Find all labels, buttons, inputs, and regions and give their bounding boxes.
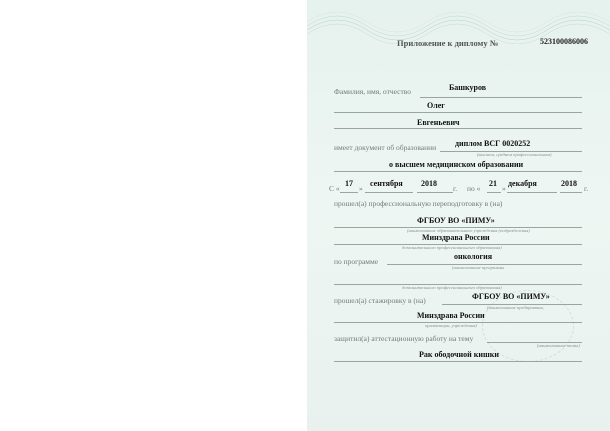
retraining-ministry: Минздрава России	[422, 233, 490, 242]
from-year: 2018	[421, 179, 437, 188]
retraining-institution: ФГБОУ ВО «ПИМУ»	[417, 216, 495, 225]
from-day-line	[340, 192, 358, 193]
period-g-2: г.	[584, 184, 589, 193]
name-value: Олег	[427, 101, 445, 110]
internship-institution: ФГБОУ ВО «ПИМУ»	[472, 292, 550, 301]
from-month: сентября	[370, 179, 403, 188]
diploma-number: 523100086006	[540, 37, 588, 46]
internship-label: прошел(а) стажировку в (на)	[334, 296, 426, 305]
education-label: имеет документ об образовании	[334, 143, 437, 152]
internship-ministry: Минздрава России	[417, 311, 485, 320]
retraining-hint-1: (наименование образовательного учреждения (подразделения)	[407, 228, 530, 233]
from-month-line	[365, 192, 413, 193]
to-year-line	[560, 192, 582, 193]
program-label: по программе	[334, 257, 379, 266]
program-hint-1: (наименование программы	[452, 265, 505, 270]
from-day: 17	[345, 179, 353, 188]
from-year-line	[417, 192, 453, 193]
surname-value: Башкуров	[449, 83, 487, 92]
period-to-prefix: по «	[467, 184, 481, 193]
thesis-line-2	[334, 361, 582, 362]
fio-label: Фамилия, имя, отчество	[334, 87, 411, 96]
retraining-hint-2: дополнительного профессионального образования)	[402, 245, 502, 250]
thesis-hint: (наименование темы)	[537, 343, 580, 348]
internship-hint-1: (наименование предприятия,	[487, 305, 544, 310]
period-g-1: г.	[453, 184, 458, 193]
diploma-appendix-page	[307, 0, 610, 431]
fio-line-3	[334, 128, 582, 129]
to-month: декабря	[508, 179, 537, 188]
retraining-label: прошел(а) профессиональную переподготовку в (на)	[334, 199, 503, 208]
education-level: о высшем медицинском образовании	[389, 160, 524, 169]
education-hint: (высшем, среднем профессиональном)	[477, 152, 552, 157]
patronymic-value: Евгеньевич	[417, 118, 460, 127]
to-month-line	[507, 192, 557, 193]
period-quote-1: »	[359, 184, 363, 193]
fio-line-1	[420, 97, 582, 98]
education-document: диплом ВСГ 0020252	[455, 139, 531, 148]
to-year: 2018	[561, 179, 577, 188]
internship-hint-2: организации, учреждения)	[425, 323, 477, 328]
program-value: онкология	[454, 252, 493, 261]
thesis-topic: Рак ободочной кишки	[419, 350, 499, 359]
period-quote-2: »	[502, 184, 506, 193]
fio-line-2	[334, 112, 582, 113]
program-hint-2: дополнительного профессионального образования)	[402, 285, 502, 290]
education-level-line	[334, 171, 582, 172]
thesis-label: защитил(а) аттестационную работу на тему	[334, 334, 474, 343]
period-from-prefix: С «	[329, 184, 340, 193]
to-day-line	[487, 192, 501, 193]
to-day: 21	[489, 179, 497, 188]
appendix-title: Приложение к диплому №	[397, 38, 499, 48]
